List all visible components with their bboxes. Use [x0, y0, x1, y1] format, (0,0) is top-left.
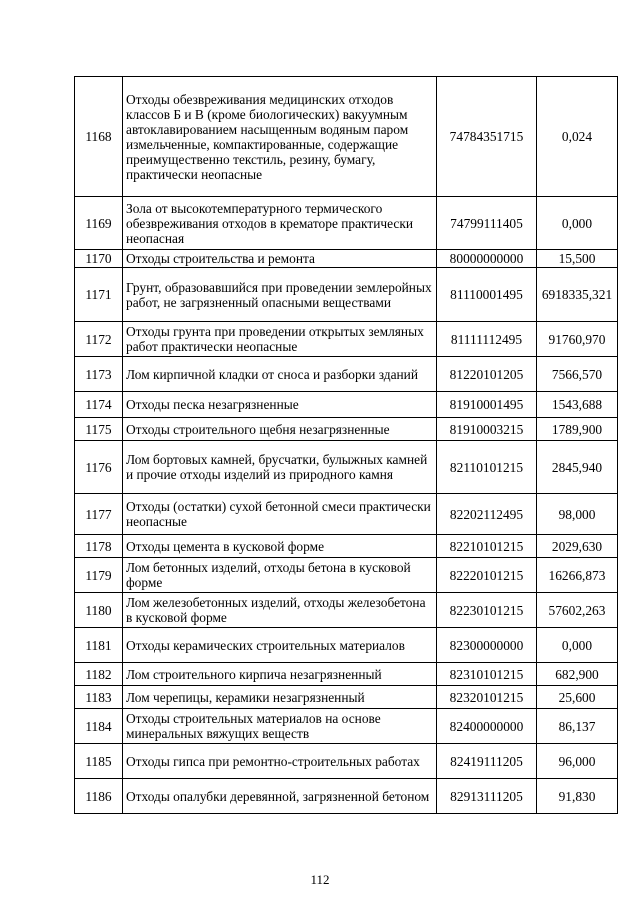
waste-name: Отходы керамических строительных материалов [123, 628, 437, 663]
waste-amount: 6918335,321 [537, 268, 618, 322]
table-body [75, 77, 618, 814]
table-row [75, 779, 618, 814]
waste-amount: 86,137 [537, 709, 618, 744]
waste-name: Отходы строительного щебня незагрязненные [123, 418, 437, 441]
waste-name: Отходы (остатки) сухой бетонной смеси практически неопасные [123, 494, 437, 535]
row-number: 1175 [75, 418, 123, 441]
table-row [75, 686, 618, 709]
table-row [75, 709, 618, 744]
fkko-code: 82210101215 [437, 535, 537, 558]
table-row [75, 197, 618, 250]
table-row [75, 441, 618, 494]
row-number: 1181 [75, 628, 123, 663]
waste-amount: 15,500 [537, 250, 618, 268]
waste-amount: 2029,630 [537, 535, 618, 558]
row-number: 1176 [75, 441, 123, 494]
fkko-code: 82110101215 [437, 441, 537, 494]
row-number: 1183 [75, 686, 123, 709]
row-number: 1169 [75, 197, 123, 250]
waste-amount: 57602,263 [537, 593, 618, 628]
fkko-code: 81910003215 [437, 418, 537, 441]
table-row [75, 663, 618, 686]
fkko-code: 81220101205 [437, 357, 537, 392]
fkko-code: 80000000000 [437, 250, 537, 268]
waste-registry-table [74, 76, 618, 814]
fkko-code: 74799111405 [437, 197, 537, 250]
fkko-code: 81910001495 [437, 392, 537, 418]
fkko-code: 82310101215 [437, 663, 537, 686]
table-row [75, 268, 618, 322]
table-row [75, 357, 618, 392]
waste-name: Зола от высокотемпературного термического обезвреживания отходов в крематоре практически неопасная [123, 197, 437, 250]
row-number: 1170 [75, 250, 123, 268]
row-number: 1179 [75, 558, 123, 593]
fkko-code: 81110001495 [437, 268, 537, 322]
waste-amount: 1789,900 [537, 418, 618, 441]
table-row [75, 593, 618, 628]
page-number: 112 [310, 872, 330, 887]
waste-amount: 682,900 [537, 663, 618, 686]
fkko-code: 74784351715 [437, 77, 537, 197]
table-row [75, 77, 618, 197]
row-number: 1172 [75, 322, 123, 357]
row-number: 1186 [75, 779, 123, 814]
fkko-code: 82220101215 [437, 558, 537, 593]
waste-name: Отходы гипса при ремонтно-строительных работах [123, 744, 437, 779]
fkko-code: 82202112495 [437, 494, 537, 535]
table-row [75, 392, 618, 418]
waste-name: Лом кирпичной кладки от сноса и разборки зданий [123, 357, 437, 392]
row-number: 1185 [75, 744, 123, 779]
waste-name: Отходы обезвреживания медицинских отходов классов Б и В (кроме биологических) вакуумным автоклавированием насыщенным водяным паром измельченные, компактированные, содержащие преимущественно текстиль, резину, бумагу, практически неопасные [123, 77, 437, 197]
row-number: 1171 [75, 268, 123, 322]
table-row [75, 250, 618, 268]
waste-name: Лом строительного кирпича незагрязненный [123, 663, 437, 686]
row-number: 1173 [75, 357, 123, 392]
waste-name: Лом железобетонных изделий, отходы железобетона в кусковой форме [123, 593, 437, 628]
waste-amount: 25,600 [537, 686, 618, 709]
row-number: 1178 [75, 535, 123, 558]
row-number: 1177 [75, 494, 123, 535]
waste-amount: 91760,970 [537, 322, 618, 357]
waste-amount: 16266,873 [537, 558, 618, 593]
table-row [75, 418, 618, 441]
waste-amount: 96,000 [537, 744, 618, 779]
row-number: 1184 [75, 709, 123, 744]
waste-name: Лом бортовых камней, брусчатки, булыжных камней и прочие отходы изделий из природного камня [123, 441, 437, 494]
waste-amount: 2845,940 [537, 441, 618, 494]
row-number: 1182 [75, 663, 123, 686]
fkko-code: 82300000000 [437, 628, 537, 663]
table-row [75, 322, 618, 357]
fkko-code: 82419111205 [437, 744, 537, 779]
fkko-code: 82400000000 [437, 709, 537, 744]
waste-name: Отходы песка незагрязненные [123, 392, 437, 418]
waste-name: Отходы опалубки деревянной, загрязненной бетоном [123, 779, 437, 814]
waste-name: Отходы грунта при проведении открытых земляных работ практически неопасные [123, 322, 437, 357]
fkko-code: 82913111205 [437, 779, 537, 814]
table-row [75, 535, 618, 558]
waste-amount: 98,000 [537, 494, 618, 535]
row-number: 1180 [75, 593, 123, 628]
waste-amount: 0,000 [537, 197, 618, 250]
waste-amount: 0,024 [537, 77, 618, 197]
table-row [75, 494, 618, 535]
fkko-code: 81111112495 [437, 322, 537, 357]
row-number: 1168 [75, 77, 123, 197]
waste-name: Отходы строительства и ремонта [123, 250, 437, 268]
table-row [75, 744, 618, 779]
waste-amount: 7566,570 [537, 357, 618, 392]
waste-name: Лом черепицы, керамики незагрязненный [123, 686, 437, 709]
waste-name: Лом бетонных изделий, отходы бетона в кусковой форме [123, 558, 437, 593]
row-number: 1174 [75, 392, 123, 418]
waste-amount: 0,000 [537, 628, 618, 663]
waste-name: Грунт, образовавшийся при проведении землеройных работ, не загрязненный опасными веществами [123, 268, 437, 322]
waste-name: Отходы цемента в кусковой форме [123, 535, 437, 558]
waste-name: Отходы строительных материалов на основе минеральных вяжущих веществ [123, 709, 437, 744]
fkko-code: 82320101215 [437, 686, 537, 709]
table-row [75, 628, 618, 663]
fkko-code: 82230101215 [437, 593, 537, 628]
table-row [75, 558, 618, 593]
waste-amount: 91,830 [537, 779, 618, 814]
waste-amount: 1543,688 [537, 392, 618, 418]
